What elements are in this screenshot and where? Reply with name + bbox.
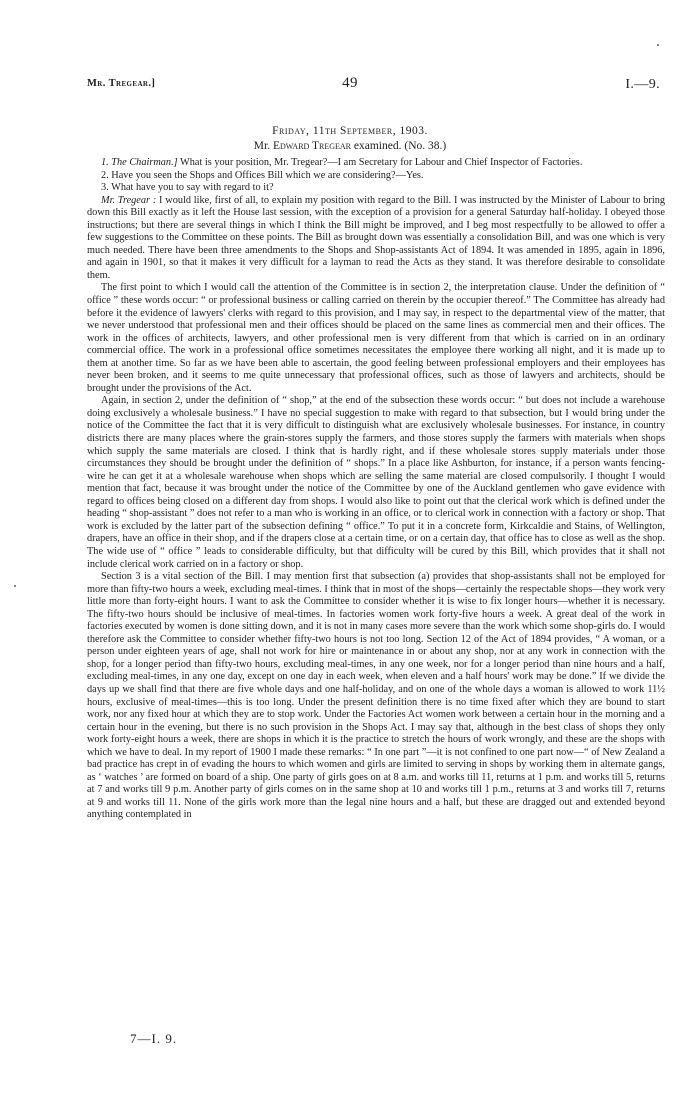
witness-prefix: Mr.	[253, 140, 273, 152]
evidence-body	[87, 157, 665, 822]
witness-suffix: examined. (No. 38.)	[351, 140, 447, 152]
witness-name: Edward Tregear	[272, 140, 352, 152]
paragraph-question-3	[87, 182, 665, 195]
paragraph-text: Section 3 is a vital section of the Bill. I may mention first that subsection (a) provides that shop-assistants shall not be employed for more than fifty-two hours a week, excluding meal-times. I think that in most of the shops—certainly the respectable shops—they work very little more than forty-eight hours. I want to ask the Committee to consider whether it is wise to fix longer hours—whether it is necessary. The fifty-two hours should be inclusive of meal-times. In factories women work forty-five hours a week. A great deal of the work in factories executed by women is done sitting down, and it is not in many cases more severe than the work which some shop-girls do. I would therefore ask the Committee to consider whether fifty-two hours is not too long. Section 12 of the Act of 1894 provides, “ A woman, or a person under eighteen years of age, shall not work for hire or maintenance in or about any shop, nor at any work in connection with the shop, for a longer period than fifty-two hours, excluding meal-times, in any one week, nor for a longer period than nine hours and a half, excluding meal-times, in any one day, except on one day in each week, when eleven and a half hours' work may be done.” If we divide the days up we shall find that there are five whole days and one half-holiday, and on one of the whole days a woman is allowed to work 11½ hours, exclusive of meal-times—this is too long. Under the present definition there is no time fixed after which they are bound to start work, nor any fixed hour at which they are to stop work. Under the Factories Act women work between a certain hour in the morning and a certain hour in the evening, but there is no such provision in the Shops Act. I may say that, although in the best class of shops they only work forty-eight hours a week, there are shops in which it is the practice to stretch the hours of work wrongly, and these are the shops with which we have to deal. In my report of 1900 I made these remarks: “ In one part ”—it is not confined to one part now—“ of New Zealand a bad practice has crept in of evading the hours to which women and girls are limited to serving in shops by working them in alternate gangs, as ‘ watches ’ are formed on board of a ship. One party of girls goes on at 8 a.m. and works till 11, returns at 1 p.m. and works till 5, returns at 7 and works till 9 p.m. Another party of girls comes on in the same shop at 10 and works till 1 p.m., returns at 3 and works till 7, returns at 9 and works till 11. None of the girls work more than the legal nine hours and a half, but these are dragged out and extended beyond anything contemplated in	[87, 571, 665, 821]
printer-signature: 7—I. 9.	[130, 1031, 178, 1046]
paragraph-text: What is your position, Mr. Tregear?—I am Secretary for Labour and Chief Inspector of Factories.	[177, 157, 583, 168]
session-date: Friday, 11th September, 1903.	[272, 125, 428, 137]
page-number: 49	[342, 75, 358, 91]
paragraph-question-2	[87, 170, 665, 183]
paragraph-text: 3. What have you to say with regard to it?	[101, 182, 274, 194]
paragraph-section-2-shop	[87, 395, 665, 571]
speaker-label: Mr. Tregear :	[101, 194, 157, 206]
paragraph-text: I would like, first of all, to explain my position with regard to the Bill. I was instructed by the Minister of Labour to bring down this Bill exactly as it left the House last session, with the exception of a provision for a general Saturday half-holiday. I obeyed those instructions; but there are several things in which I think the Bill might be improved, and I beg most respectfully to be allowed to offer a few suggestions to the Committee on these points. The Bill as brought down was essentially a consolidation Bill, and was one which is very much needed. There have been three amendments to the Shops and Shop-assistants Act of 1894. It was amended in 1895, again in 1896, and again in 1901, so that it makes it very difficult for a layman to read the Acts as they stand. It was therefore desirable to consolidate them.	[87, 194, 665, 281]
paragraph-text: The first point to which I would call the attention of the Committee is in section 2, the interpretation clause. Under the definition of “ office ” these words occur: “ or professional business or calling carried on therein by the occupier thereof.” The Committee has already had before it the evidence of lawyers' clerks with regard to this provision, and I may say, in respect to the departmental view of the matter, that we never understood that professional men and their offices should be placed on the same lines as commercial men and their offices. The work in the offices of architects, lawyers, and other professional men is very different from that which is carried on in an ordinary commercial office. The work in a professional office sometimes necessitates the employee there working all night, and it is made up to them at another time. So far as we have been able to ascertain, the good feeling between professional employers and their employees has never been broken, and it seems to me quite unnecessary that professional offices, such as those of lawyers and architects, should be brought under the provisions of the Act.	[87, 282, 665, 394]
speaker-label: 1. The Chairman.]	[101, 157, 178, 168]
paragraph-section-2-office	[87, 282, 665, 395]
scan-speck	[14, 585, 16, 587]
paragraph-text: 2. Have you seen the Shops and Offices Bill which we are considering?—Yes.	[101, 169, 424, 181]
paper-reference: I.—9.	[625, 77, 660, 92]
paragraph-text: Again, in section 2, under the definition of “ shop,” at the end of the subsection these words occur: “ but does not include a warehouse doing exclusively a wholesale business.” I have no special suggestion to make with regard to that subsection, but I would bring under the notice of the Committee the fact that it is very difficult to distinguish what are exclusively wholesale businesses. For instance, in country districts there are many places where the grain-stores supply the farmers, and those stores supply the farmers with materials when shops which supply the same materials are closed. I think that is hardly right, and if these wholesale stores supply materials under those circumstances they should be brought under the definition of “ shops.” In a place like Ashburton, for instance, if a person wants fencing-wire he can get it at a wholesale warehouse when shops which are selling the same material are closed compulsorily. I thought I would mention that fact, because it was brought under the notice of the Committee by one of the Auckland gentlemen who gave evidence with regard to offices being closed on a different day from shops. I would also like to point out that the clerical work which is defined under the heading “ shop-assistant ” does not refer to a man who is working in an office, or to clerical work in connection with a factory or shop. That work is excluded by the latter part of the subsection defining “ office.” To put it in a concrete form, Kirkcaldie and Stains, of Wellington, drapers, have an office in their shop, and if the drapers close at a certain time, or on a certain day, that office has to close as well as the shop. The wide use of “ office ” leads to considerable difficulty, but that difficulty will be cured by this Bill, which provides that it shall not include clerical work carried on in a factory or shop.	[87, 395, 665, 570]
paragraph-answer-intro	[87, 195, 665, 283]
running-header-witness: Mr. Tregear.]	[87, 78, 156, 89]
scan-speck	[657, 44, 659, 46]
witness-line	[0, 140, 700, 152]
paragraph-question-1	[87, 157, 665, 170]
paragraph-section-3	[87, 571, 665, 822]
